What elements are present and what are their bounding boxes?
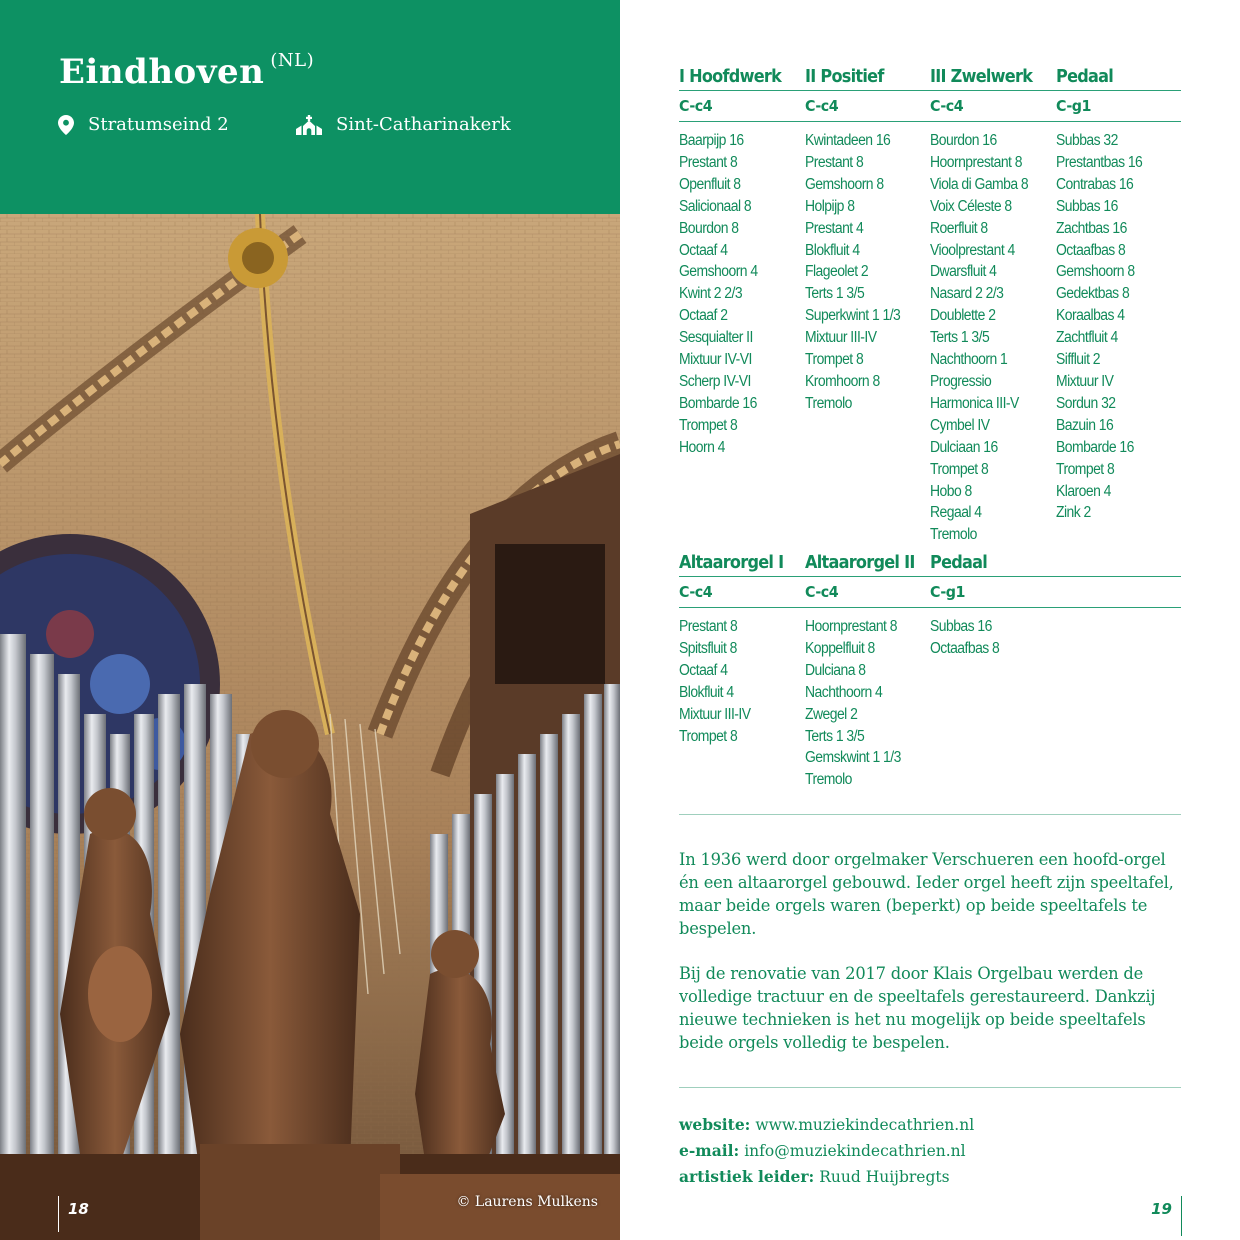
stop-item: Terts 1 3/5 <box>804 727 864 745</box>
email-label: e-mail: <box>679 1141 740 1160</box>
stop-item: Dwarsfluit 4 <box>930 263 997 281</box>
stop-item: Prestant 8 <box>804 153 863 171</box>
stop-list <box>805 130 931 415</box>
page-number-left: 18 <box>68 1200 89 1218</box>
stop-list <box>930 616 1056 660</box>
disposition-stops <box>679 608 1181 791</box>
stop-item: Siffluit 2 <box>1055 351 1100 369</box>
stop-item: Kwintadeen 16 <box>804 132 890 149</box>
stop-item: Flageolet 2 <box>804 263 868 281</box>
stop-item: Kromhoorn 8 <box>804 372 880 390</box>
manual-title: Pedaal <box>930 553 988 573</box>
stop-item: Holpijp 8 <box>804 197 854 215</box>
stop-item: Spitsfluit 8 <box>679 639 737 657</box>
stop-item: Trompet 8 <box>1055 460 1114 478</box>
main-organ-disposition <box>679 64 1181 546</box>
stop-item: Nasard 2 2/3 <box>930 285 1004 303</box>
stop-list <box>930 130 1056 546</box>
stop-item: Hobo 8 <box>930 482 972 500</box>
stop-item: Octaaf 2 <box>679 307 728 325</box>
stop-item: Baarpijp 16 <box>679 132 744 149</box>
stop-item: Zwegel 2 <box>804 705 857 723</box>
stop-item: Koppelfluit 8 <box>804 639 875 657</box>
stop-item: Blokfluit 4 <box>679 683 734 701</box>
stop-item: Voix Céleste 8 <box>930 197 1012 215</box>
stop-item: Openfluit 8 <box>679 175 741 193</box>
manual-title: Altaarorgel II <box>804 553 915 573</box>
disposition-ranges <box>679 91 1181 121</box>
stop-item: Doublette 2 <box>930 307 996 325</box>
stop-item: Octaafbas 8 <box>1055 241 1125 259</box>
stop-item: Contrabas 16 <box>1055 175 1133 193</box>
stop-list <box>1056 130 1182 524</box>
stop-item: Hoornprestant 8 <box>930 153 1022 171</box>
stop-item: Klaroen 4 <box>1055 482 1111 500</box>
website-link[interactable]: www.muziekindecathrien.nl <box>755 1116 975 1134</box>
stop-item: Viola di Gamba 8 <box>930 175 1029 193</box>
stop-item: Mixtuur III-IV <box>804 329 877 347</box>
stop-item: Subbas 16 <box>930 618 992 635</box>
organ-illustration <box>0 214 620 1240</box>
description-paragraph: Bij de renovatie van 2017 door Klais Orgelbau werden de volledige tractuur en de speeltafels gerestaureerd. Dankzij nieuwe technieken is het nu mogelijk op beide speeltafels beide orgels volledig te bespelen. <box>679 964 1156 1052</box>
stop-item: Prestantbas 16 <box>1055 153 1142 171</box>
photo-credit: © Laurens Mulkens <box>456 1194 598 1210</box>
section-divider <box>679 1087 1181 1088</box>
stop-item: Trompet 8 <box>930 460 989 478</box>
manual-range: C-c4 <box>930 97 964 115</box>
page-title <box>59 52 314 92</box>
stop-item: Roerfluit 8 <box>930 219 988 237</box>
stop-item: Nachthoorn 4 <box>804 683 882 701</box>
stop-item: Salicionaal 8 <box>679 197 752 215</box>
stop-item: Vioolprestant 4 <box>930 241 1015 259</box>
stop-item: Tremolo <box>804 771 852 789</box>
stop-list <box>679 616 805 747</box>
stop-item: Superkwint 1 1/3 <box>804 307 900 325</box>
country-code: (NL) <box>270 50 315 71</box>
stop-item: Bourdon 16 <box>930 132 997 149</box>
disposition-stops <box>679 122 1181 546</box>
church <box>296 114 511 135</box>
stop-item: Dulciaan 16 <box>930 438 998 456</box>
manual-range: C-g1 <box>1055 97 1091 115</box>
manual-title: I Hoofdwerk <box>679 67 782 87</box>
manual-range: C-g1 <box>930 583 966 601</box>
manual-title: Pedaal <box>1055 67 1113 87</box>
stop-list <box>679 130 805 459</box>
stop-item: Gemshoorn 8 <box>804 175 884 193</box>
stop-item: Bombarde 16 <box>1055 438 1134 456</box>
page-header <box>0 0 620 214</box>
stop-item: Prestant 8 <box>679 618 738 635</box>
manual-title: Altaarorgel I <box>679 553 784 573</box>
stop-item: Subbas 16 <box>1055 197 1118 215</box>
disposition-headers <box>679 550 1181 576</box>
leader-name: Ruud Huijbregts <box>819 1168 950 1186</box>
stop-item: Gemshoorn 4 <box>679 263 758 281</box>
stop-item: Hoornprestant 8 <box>804 618 897 635</box>
right-page <box>620 0 1240 1240</box>
stop-item: Gedektbas 8 <box>1055 285 1129 303</box>
stop-item: Trompet 8 <box>679 727 738 745</box>
manual-range: C-c4 <box>804 583 838 601</box>
stop-item: Hoorn 4 <box>679 438 725 456</box>
stop-item: Prestant 8 <box>679 153 738 171</box>
stop-item: Trompet 8 <box>804 351 863 369</box>
manual-title: III Zwelwerk <box>930 67 1033 87</box>
stop-item: Terts 1 3/5 <box>804 285 864 303</box>
page-number-right: 19 <box>1151 1200 1172 1218</box>
stop-item: Koraalbas 4 <box>1055 307 1125 325</box>
stop-item: Subbas 32 <box>1055 132 1118 149</box>
stop-item: Octaaf 4 <box>679 241 728 259</box>
stop-item: Sordun 32 <box>1055 394 1116 412</box>
stop-item: Tremolo <box>930 526 977 544</box>
disposition-headers <box>679 64 1181 90</box>
stop-item: Cymbel IV <box>930 416 990 434</box>
stop-item: Regaal 4 <box>930 504 982 522</box>
contact-info <box>679 1112 974 1190</box>
stop-item: Bourdon 8 <box>679 219 739 237</box>
leader-label: artistiek leider: <box>679 1167 815 1186</box>
email-link[interactable]: info@muziekindecathrien.nl <box>744 1142 966 1160</box>
stop-item: Nachthoorn 1 <box>930 351 1008 369</box>
altar-organ-disposition <box>679 550 1181 791</box>
page-number-rule <box>1181 1196 1182 1236</box>
church-icon <box>296 115 322 135</box>
stop-item: Bombarde 16 <box>679 394 757 412</box>
location-pin-icon <box>58 115 74 135</box>
manual-range: C-c4 <box>804 97 838 115</box>
stop-item: Gemskwint 1 1/3 <box>804 749 901 767</box>
stop-item: Octaafbas 8 <box>930 639 1000 657</box>
description <box>679 848 1189 1076</box>
address <box>58 114 229 135</box>
stop-item: Gemshoorn 8 <box>1055 263 1135 281</box>
stop-item: Mixtuur IV-VI <box>679 351 752 369</box>
stop-item: Progressio <box>930 372 992 390</box>
email-line <box>679 1138 974 1164</box>
manual-title: II Positief <box>804 67 884 87</box>
website-line <box>679 1112 974 1138</box>
stop-item: Terts 1 3/5 <box>930 329 990 347</box>
description-paragraph: In 1936 werd door orgelmaker Verschueren een hoofd-orgel én een altaarorgel gebouwd. Ieder orgel heeft zijn speeltafel, maar beide orgels waren (beperkt) op beide speeltafels te bespelen. <box>679 850 1174 938</box>
stop-item: Blokfluit 4 <box>804 241 860 259</box>
stop-item: Mixtuur III-IV <box>679 705 751 723</box>
stop-item: Zachtbas 16 <box>1055 219 1127 237</box>
church-name: Sint-Catharinakerk <box>336 114 511 135</box>
stop-item: Dulciana 8 <box>804 661 866 679</box>
manual-range: C-c4 <box>679 583 713 601</box>
website-label: website: <box>679 1115 751 1134</box>
stop-item: Zachtfluit 4 <box>1055 329 1118 347</box>
city-name: Eindhoven <box>59 52 265 92</box>
stop-item: Scherp IV-VI <box>679 372 751 390</box>
stop-item: Kwint 2 2/3 <box>679 285 743 303</box>
address-text: Stratumseind 2 <box>88 114 229 135</box>
stop-item: Trompet 8 <box>679 416 738 434</box>
section-divider <box>679 814 1181 815</box>
stop-item: Tremolo <box>804 394 852 412</box>
stop-item: Octaaf 4 <box>679 661 728 679</box>
disposition-ranges <box>679 577 1181 607</box>
stop-list <box>805 616 931 791</box>
stop-item: Bazuin 16 <box>1055 416 1113 434</box>
stop-item: Zink 2 <box>1055 504 1091 522</box>
stop-item: Sesquialter II <box>679 329 753 347</box>
leader-line <box>679 1164 974 1190</box>
stop-item: Harmonica III-V <box>930 394 1019 412</box>
stop-item: Prestant 4 <box>804 219 863 237</box>
organ-photo <box>0 214 620 1240</box>
manual-range: C-c4 <box>679 97 713 115</box>
page-number-rule <box>58 1196 59 1232</box>
stop-item: Mixtuur IV <box>1055 372 1113 390</box>
